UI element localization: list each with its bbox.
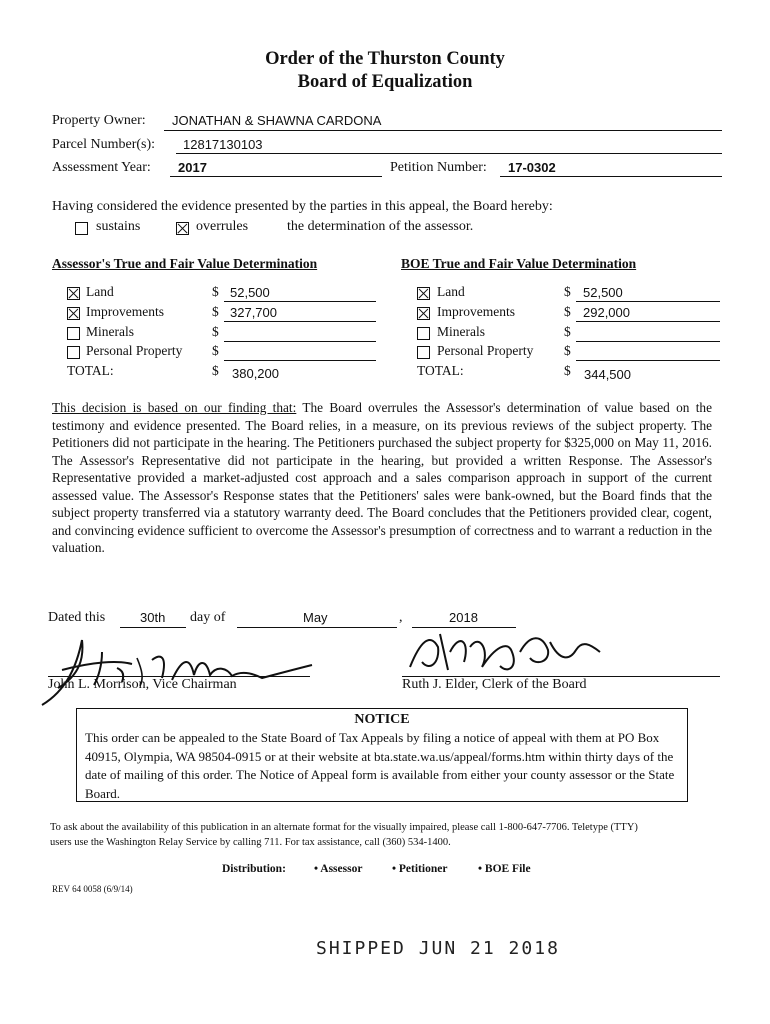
dated-month-rule — [237, 627, 397, 628]
assessor-minerals-checkbox[interactable] — [67, 327, 80, 345]
boe-personal-property-rule — [576, 360, 720, 361]
assessor-minerals-label: Minerals — [86, 324, 134, 339]
distribution-label: Distribution: — [222, 863, 286, 875]
title-line-1: Order of the Thurston County — [265, 49, 505, 69]
owner-rule — [164, 130, 722, 131]
boe-improvements-label: Improvements — [437, 304, 515, 319]
boe-improvements-rule — [576, 321, 720, 322]
right-signer-name: Ruth J. Elder, Clerk of the Board — [402, 677, 587, 692]
year-label: Assessment Year: — [52, 160, 151, 175]
owner-label: Property Owner: — [52, 113, 146, 128]
distribution-assessor: • Assessor — [314, 863, 363, 875]
parcel-label: Parcel Number(s): — [52, 137, 156, 152]
left-signature-rule — [48, 676, 310, 677]
assessor-heading: Assessor's True and Fair Value Determination — [52, 256, 318, 271]
assessor-improvements-checkbox[interactable] — [67, 307, 80, 325]
boe-minerals-dollar: $ — [564, 324, 571, 339]
dated-year: 2018 — [449, 610, 478, 625]
notice-box — [76, 708, 688, 802]
boe-minerals-rule — [576, 341, 720, 342]
boe-minerals-checkbox[interactable] — [417, 327, 430, 345]
boe-land-rule — [576, 301, 720, 302]
assessor-improvements-label: Improvements — [86, 304, 164, 319]
dated-day: 30th — [140, 610, 166, 625]
petition-label: Petition Number: — [390, 160, 487, 175]
boe-personal-property-label: Personal Property — [437, 343, 534, 358]
decision-tail: the determination of the assessor. — [287, 219, 474, 234]
dated-day-rule — [120, 627, 186, 628]
assessor-land-rule — [224, 301, 376, 302]
boe-land-dollar: $ — [564, 284, 571, 299]
form-code: REV 64 0058 (6/9/14) — [52, 884, 133, 894]
finding-paragraph — [52, 399, 712, 557]
assessor-total-label: TOTAL: — [67, 363, 114, 378]
boe-land-value: 52,500 — [583, 285, 623, 300]
assessor-improvements-dollar: $ — [212, 304, 219, 319]
assessor-minerals-rule — [224, 341, 376, 342]
boe-heading: BOE True and Fair Value Determination — [401, 256, 637, 271]
assessor-total-value: 380,200 — [232, 366, 279, 381]
sustains-checkbox[interactable] — [75, 222, 88, 240]
assessor-land-value: 52,500 — [230, 285, 270, 300]
petition-value: 17-0302 — [508, 160, 556, 175]
right-signature-rule — [402, 676, 720, 677]
sustains-label: sustains — [96, 219, 141, 234]
title-line-2: Board of Equalization — [297, 72, 473, 92]
boe-total-value: 344,500 — [584, 367, 631, 382]
overrules-label: overrules — [196, 219, 249, 234]
assessor-personal-property-rule — [224, 360, 376, 361]
assessor-personal-property-dollar: $ — [212, 343, 219, 358]
assessor-land-dollar: $ — [212, 284, 219, 299]
dated-mid: day of — [190, 610, 226, 625]
accessibility-note: To ask about the availability of this publication in an alternate format for the visually impaired, please call 1-800-647-7706. Teletype (TTY) users use the Washington Relay Service by calling 711. For tax assistance, call (360) 534-1400. — [50, 822, 638, 848]
left-signer-name: John L. Morrison, Vice Chairman — [48, 677, 237, 692]
boe-improvements-dollar: $ — [564, 304, 571, 319]
boe-personal-property-dollar: $ — [564, 343, 571, 358]
notice-title: NOTICE — [354, 712, 410, 727]
assessor-improvements-rule — [224, 321, 376, 322]
parcel-value: 12817130103 — [183, 137, 263, 152]
dated-month: May — [303, 610, 328, 625]
shipped-stamp: SHIPPED JUN 21 2018 — [316, 938, 560, 959]
boe-total-label: TOTAL: — [417, 363, 464, 378]
distribution-petitioner: • Petitioner — [392, 863, 448, 875]
assessor-improvements-value: 327,700 — [230, 305, 277, 320]
boe-land-label: Land — [437, 284, 465, 299]
boe-total-dollar: $ — [564, 363, 571, 378]
distribution-boe-file: • BOE File — [478, 863, 531, 875]
decision-intro: Having considered the evidence presented by the parties in this appeal, the Board hereby: — [52, 199, 553, 214]
assessor-personal-property-checkbox[interactable] — [67, 346, 80, 364]
boe-improvements-checkbox[interactable] — [417, 307, 430, 325]
dated-comma: , — [399, 610, 403, 625]
finding-lead: This decision is based on our finding that: — [52, 400, 297, 415]
boe-personal-property-checkbox[interactable] — [417, 346, 430, 364]
overrules-checkbox[interactable] — [176, 222, 189, 240]
assessor-personal-property-label: Personal Property — [86, 343, 183, 358]
boe-improvements-value: 292,000 — [583, 305, 630, 320]
dated-prefix: Dated this — [48, 610, 106, 625]
boe-minerals-label: Minerals — [437, 324, 485, 339]
finding-body: The Board overrules the Assessor's determination of value based on the testimony and evidence presented. The Board relies, in a measure, on its previous reviews of the subject property. The Petitioners did not participate in the hearing. The Petitioners purchased the subject property for $325,000 on May 11, 2016. The Assessor's Representative did not participate in the hearing, but provided a written Response. The Assessor's Representative provided a market-adjusted cost approach and a sales comparison approach in support of the current assessed value. The Assessor's Response states that the Petitioners' sales were bank-owned, but the Board finds that the subject property transferred via a statutory warranty deed. The Board concludes that the Petitioners provided clear, cogent, and convincing evidence sufficient to overcome the Assessor's presumption of correctness and to warrant a reduction in the valuation. — [52, 400, 712, 555]
boe-land-checkbox[interactable] — [417, 287, 430, 305]
parcel-rule — [176, 153, 722, 154]
year-rule — [170, 176, 382, 177]
morrison-signature — [22, 630, 332, 710]
owner-value: JONATHAN & SHAWNA CARDONA — [172, 113, 382, 128]
assessor-land-checkbox[interactable] — [67, 287, 80, 305]
year-value: 2017 — [178, 160, 207, 175]
assessor-total-dollar: $ — [212, 363, 219, 378]
petition-rule — [500, 176, 722, 177]
assessor-land-label: Land — [86, 284, 114, 299]
elder-signature — [400, 622, 610, 682]
assessor-minerals-dollar: $ — [212, 324, 219, 339]
notice-body: This order can be appealed to the State Board of Tax Appeals by filing a notice of appeal with them at PO Box 40915, Olympia, WA 98504-0915 or at their website at bta.state.wa.us/appeal/forms.htm within thirty days of the date of mailing of this order. The Notice of Appeal form is available from either your county assessor or the State Board. — [85, 730, 675, 801]
